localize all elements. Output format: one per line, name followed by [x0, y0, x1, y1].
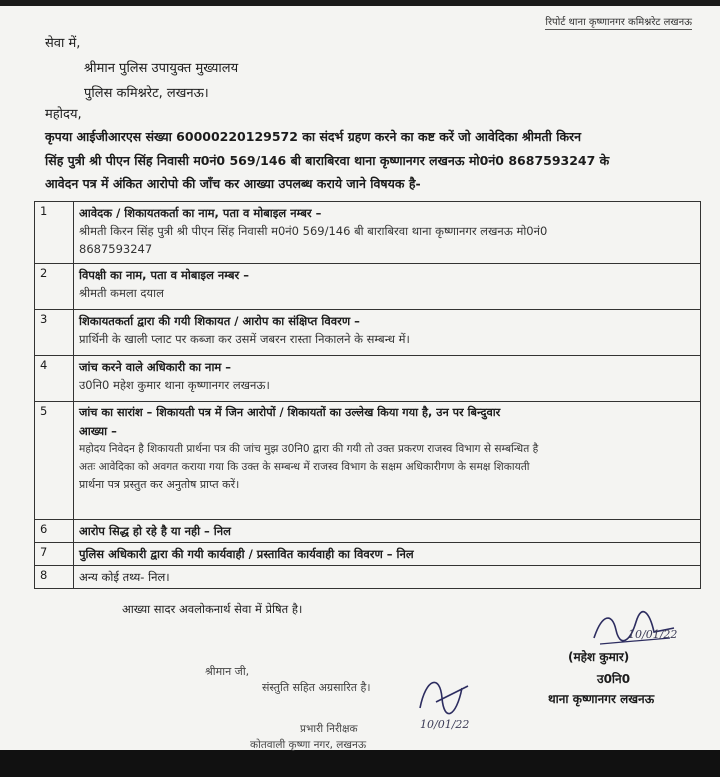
row-content [74, 310, 701, 356]
row-number: 5 [35, 402, 74, 520]
addressee-line2: पुलिस कमिश्नरेट, लखनऊ। [84, 86, 209, 101]
row-question: जांच का सारांश – शिकायती पत्र में जिन आरोपों / शिकायतों का उल्लेख किया गया है, उन पर बिन्दुवार [79, 406, 501, 419]
table-row [35, 402, 701, 520]
incharge-line2: कोतवाली कृष्णा नगर, लखनऊ [250, 739, 367, 751]
table-row [35, 202, 701, 264]
row-question: अन्य कोई तथ्य- निल। [79, 570, 170, 584]
row-answer: महोदय निवेदन है शिकायती प्रार्थना पत्र की जांच मुझ उ0नि0 द्वारा की गयी तो उक्त प्रकरण राजस्व विभाग से सम्बन्धित है [79, 443, 539, 455]
officer-signature-date: 10/01/22 [628, 628, 678, 641]
row-answer-cont: अतः आवेदिका को अवगत कराया गया कि उक्त के सम्बन्ध में राजस्व विभाग के सक्षम अधिकारीगण के समक्ष शिकायती [79, 461, 530, 473]
row-content [74, 520, 701, 543]
row-number: 7 [35, 543, 74, 566]
closing-line: आख्या सादर अवलोकनार्थ सेवा में प्रेषित है। [122, 602, 303, 616]
row-question: आवेदक / शिकायतकर्ता का नाम, पता व मोबाइल नम्बर – [79, 206, 322, 220]
table-row [35, 310, 701, 356]
row-answer: उ0नि0 महेश कुमार थाना कृष्णानगर लखनऊ। [79, 378, 270, 392]
row-answer-cont: प्रार्थना पत्र प्रस्तुत कर अनुतोष प्राप्त करें। [79, 478, 240, 491]
row-answer-cont: 8687593247 [79, 242, 153, 256]
report-tag: रिपोर्ट थाना कृष्णानगर कमिश्नरेट लखनऊ [545, 14, 692, 30]
row-question: जांच करने वाले अधिकारी का नाम – [79, 360, 232, 374]
table-row [35, 543, 701, 566]
row-number: 3 [35, 310, 74, 356]
intro-line1: कृपया आईजीआरएस संख्या 60000220129572 का संदर्भ ग्रहण करने का कष्ट करें जो आवेदिका श्रीमती किरन [45, 129, 582, 144]
row-question: शिकायतकर्ता द्वारा की गयी शिकायत / आरोप का संक्षिप्त विवरण – [79, 314, 360, 328]
incharge-line1: प्रभारी निरीक्षक [300, 723, 358, 735]
officer-rank: उ0नि0 [597, 672, 631, 686]
forward-line1: श्रीमान जी, [205, 665, 250, 678]
row-content [74, 202, 701, 264]
table-row [35, 520, 701, 543]
table-row [35, 566, 701, 589]
row-answer: श्रीमती कमला दयाल [79, 286, 164, 300]
table-row [35, 264, 701, 310]
row-content [74, 402, 701, 520]
details-table [34, 201, 701, 589]
row-answer: प्रार्थिनी के खाली प्लाट पर कब्जा कर उसमें जबरन रास्ता निकालने के सम्बन्ध में। [79, 332, 410, 346]
row-number: 6 [35, 520, 74, 543]
salutation-to: सेवा में, [45, 36, 81, 51]
row-question: विपक्षी का नाम, पता व मोबाइल नम्बर – [79, 268, 250, 282]
row-question-cont: आख्या – [79, 424, 117, 438]
officer-station: थाना कृष्णानगर लखनऊ [548, 692, 655, 706]
intro-line2: सिंह पुत्री श्री पीएन सिंह निवासी म0नं0 569/146 बी बाराबिरवा थाना कृष्णानगर लखनऊ मो0नं0 8687593247 के [45, 153, 610, 168]
officer-name: (महेश कुमार) [568, 650, 630, 664]
row-question: पुलिस अधिकारी द्वारा की गयी कार्यवाही / प्रस्तावित कार्यवाही का विवरण – निल [79, 547, 414, 561]
addressee-line1: श्रीमान पुलिस उपायुक्त मुख्यालय [84, 61, 239, 76]
row-answer: श्रीमती किरन सिंह पुत्री श्री पीएन सिंह निवासी म0नं0 569/146 बी बाराबिरवा थाना कृष्णानगर लखनऊ मो0नं0 [79, 224, 548, 238]
row-number: 1 [35, 202, 74, 264]
row-number: 4 [35, 356, 74, 402]
photo-border [0, 750, 720, 777]
forward-line2: संस्तुति सहित अग्रसारित है। [262, 681, 371, 694]
row-question: आरोप सिद्ध हो रहे है या नही – निल [79, 524, 231, 538]
row-number: 8 [35, 566, 74, 589]
intro-line3: आवेदन पत्र में अंकित आरोपो की जाँच कर आख्या उपलब्ध कराये जाने विषयक है- [45, 176, 421, 191]
row-number: 2 [35, 264, 74, 310]
row-content [74, 264, 701, 310]
row-content [74, 356, 701, 402]
table-row [35, 356, 701, 402]
incharge-signature-date: 10/01/22 [420, 718, 470, 731]
greeting: महोदय, [45, 107, 82, 122]
row-content [74, 543, 701, 566]
row-content [74, 566, 701, 589]
